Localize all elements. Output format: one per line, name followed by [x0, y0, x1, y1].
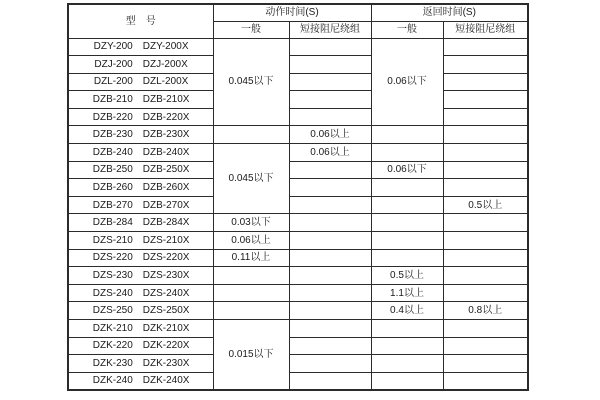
- model-variant: DZK-240X: [142, 375, 190, 387]
- table-row: [68, 372, 528, 390]
- model-variant: DZB-270X: [142, 199, 190, 211]
- model-cell: [68, 126, 213, 144]
- model-variant: DZJ-200X: [142, 58, 188, 70]
- model-primary: DZS-230: [92, 270, 133, 282]
- return-general-cell: [371, 126, 443, 144]
- model-cell: [68, 302, 213, 320]
- model-primary: DZB-230: [92, 129, 133, 141]
- model-primary: DZB-250: [92, 164, 133, 176]
- model-primary: DZK-240: [92, 375, 133, 387]
- action-damping-cell: 0.06以上: [289, 144, 371, 162]
- model-variant: DZK-210X: [142, 322, 190, 334]
- action-damping-cell: [289, 249, 371, 267]
- model-cell: [68, 355, 213, 373]
- return-damping-cell: [443, 249, 528, 267]
- action-general-cell: [213, 302, 289, 320]
- return-general-cell: 0.5以上: [371, 267, 443, 285]
- action-general-cell: 0.03以下: [213, 214, 289, 232]
- return-damping-cell: [443, 108, 528, 126]
- return-damping-cell: [443, 73, 528, 91]
- return-damping-cell: [443, 337, 528, 355]
- action-general-cell: 0.015以下: [213, 320, 289, 390]
- table-row: [68, 267, 528, 285]
- table-row: [68, 108, 528, 126]
- table-row: [68, 91, 528, 109]
- model-primary: DZL-200: [93, 76, 133, 88]
- model-primary: DZB-284: [92, 217, 133, 229]
- return-general-cell: [371, 196, 443, 214]
- model-primary: DZS-210: [92, 234, 133, 246]
- return-general-cell: 1.1以上: [371, 284, 443, 302]
- model-variant: DZB-240X: [142, 146, 190, 158]
- action-damping-cell: [289, 214, 371, 232]
- action-damping-cell: [289, 267, 371, 285]
- action-damping-cell: [289, 73, 371, 91]
- model-variant: DZB-210X: [142, 94, 190, 106]
- action-damping-cell: [289, 372, 371, 390]
- model-variant: DZB-250X: [142, 164, 190, 176]
- table-row: [68, 179, 528, 197]
- model-variant: DZS-220X: [142, 252, 190, 264]
- return-damping-cell: [443, 91, 528, 109]
- header-action-general: 一般: [213, 21, 289, 38]
- table-row: [68, 232, 528, 250]
- table-row: [68, 355, 528, 373]
- header-row-groups: [68, 4, 528, 21]
- model-variant: DZS-230X: [142, 270, 190, 282]
- model-primary: DZB-240: [92, 146, 133, 158]
- table-row: [68, 126, 528, 144]
- model-variant: DZL-200X: [142, 76, 189, 88]
- model-cell: [68, 196, 213, 214]
- model-primary: DZS-220: [92, 252, 133, 264]
- model-cell: [68, 284, 213, 302]
- model-variant: DZK-230X: [142, 357, 190, 369]
- model-cell: [68, 249, 213, 267]
- action-general-cell: [213, 267, 289, 285]
- return-general-cell: 0.06以下: [371, 161, 443, 179]
- return-damping-cell: [443, 161, 528, 179]
- header-model: 型 号: [68, 4, 213, 38]
- return-damping-cell: [443, 320, 528, 338]
- model-cell: [68, 232, 213, 250]
- model-cell: [68, 91, 213, 109]
- model-cell: [68, 337, 213, 355]
- return-damping-cell: [443, 179, 528, 197]
- return-damping-cell: 0.8以上: [443, 302, 528, 320]
- model-primary: DZB-270: [92, 199, 133, 211]
- table-row: [68, 56, 528, 74]
- header-return-damping: 短接阻尼绕组: [443, 21, 528, 38]
- model-primary: DZB-210: [92, 94, 133, 106]
- table-row: [68, 337, 528, 355]
- return-general-cell: [371, 337, 443, 355]
- model-variant: DZB-260X: [142, 182, 190, 194]
- table-row: [68, 73, 528, 91]
- return-general-cell: [371, 355, 443, 373]
- model-cell: [68, 267, 213, 285]
- action-general-cell: 0.045以下: [213, 38, 289, 126]
- return-damping-cell: [443, 214, 528, 232]
- model-primary: DZY-200: [93, 41, 133, 53]
- action-damping-cell: [289, 302, 371, 320]
- return-general-cell: [371, 372, 443, 390]
- table-row: [68, 249, 528, 267]
- action-damping-cell: [289, 355, 371, 373]
- model-cell: [68, 214, 213, 232]
- return-general-cell: [371, 320, 443, 338]
- action-damping-cell: [289, 196, 371, 214]
- action-damping-cell: 0.06以上: [289, 126, 371, 144]
- header-action-time: 动作时间(S): [213, 4, 371, 21]
- return-damping-cell: [443, 232, 528, 250]
- model-variant: DZS-250X: [142, 305, 190, 317]
- action-damping-cell: [289, 320, 371, 338]
- model-variant: DZB-284X: [142, 217, 190, 229]
- model-primary: DZS-250: [92, 305, 133, 317]
- model-primary: DZS-240: [92, 287, 133, 299]
- model-primary: DZK-230: [92, 357, 133, 369]
- action-damping-cell: [289, 38, 371, 56]
- model-cell: [68, 144, 213, 162]
- action-damping-cell: [289, 91, 371, 109]
- action-damping-cell: [289, 56, 371, 74]
- model-primary: DZK-220: [92, 340, 133, 352]
- model-cell: [68, 372, 213, 390]
- model-primary: DZK-210: [92, 322, 133, 334]
- return-general-cell: 0.06以下: [371, 38, 443, 126]
- model-cell: [68, 73, 213, 91]
- spec-table-container: [67, 3, 529, 391]
- table-row: [68, 161, 528, 179]
- return-general-cell: 0.4以上: [371, 302, 443, 320]
- table-row: [68, 302, 528, 320]
- header-return-time: 返回时间(S): [371, 4, 528, 21]
- action-damping-cell: [289, 284, 371, 302]
- model-cell: [68, 161, 213, 179]
- return-damping-cell: [443, 372, 528, 390]
- return-damping-cell: 0.5以上: [443, 196, 528, 214]
- model-variant: DZY-200X: [142, 41, 189, 53]
- action-damping-cell: [289, 108, 371, 126]
- action-damping-cell: [289, 337, 371, 355]
- return-general-cell: [371, 249, 443, 267]
- return-general-cell: [371, 144, 443, 162]
- model-cell: [68, 179, 213, 197]
- return-damping-cell: [443, 355, 528, 373]
- return-damping-cell: [443, 284, 528, 302]
- model-cell: [68, 38, 213, 56]
- model-cell: [68, 320, 213, 338]
- action-general-cell: 0.045以下: [213, 144, 289, 214]
- table-row: [68, 144, 528, 162]
- return-damping-cell: [443, 267, 528, 285]
- action-general-cell: 0.06以上: [213, 232, 289, 250]
- action-general-cell: [213, 284, 289, 302]
- return-general-cell: [371, 214, 443, 232]
- return-damping-cell: [443, 126, 528, 144]
- action-general-cell: [213, 126, 289, 144]
- model-variant: DZB-230X: [142, 129, 190, 141]
- model-primary: DZJ-200: [94, 58, 133, 70]
- table-row: [68, 320, 528, 338]
- action-damping-cell: [289, 232, 371, 250]
- return-damping-cell: [443, 56, 528, 74]
- model-primary: DZB-260: [92, 182, 133, 194]
- return-damping-cell: [443, 38, 528, 56]
- action-general-cell: 0.11以上: [213, 249, 289, 267]
- header-action-damping: 短接阻尼绕组: [289, 21, 371, 38]
- return-general-cell: [371, 232, 443, 250]
- model-variant: DZK-220X: [142, 340, 190, 352]
- model-variant: DZB-220X: [142, 111, 190, 123]
- table-row: [68, 284, 528, 302]
- model-cell: [68, 108, 213, 126]
- model-primary: DZB-220: [92, 111, 133, 123]
- action-damping-cell: [289, 179, 371, 197]
- spec-table: [67, 3, 529, 391]
- action-damping-cell: [289, 161, 371, 179]
- model-cell: [68, 56, 213, 74]
- return-damping-cell: [443, 144, 528, 162]
- table-row: [68, 214, 528, 232]
- table-row: [68, 38, 528, 56]
- header-return-general: 一般: [371, 21, 443, 38]
- table-row: [68, 196, 528, 214]
- model-variant: DZS-210X: [142, 234, 190, 246]
- return-general-cell: [371, 179, 443, 197]
- model-variant: DZS-240X: [142, 287, 190, 299]
